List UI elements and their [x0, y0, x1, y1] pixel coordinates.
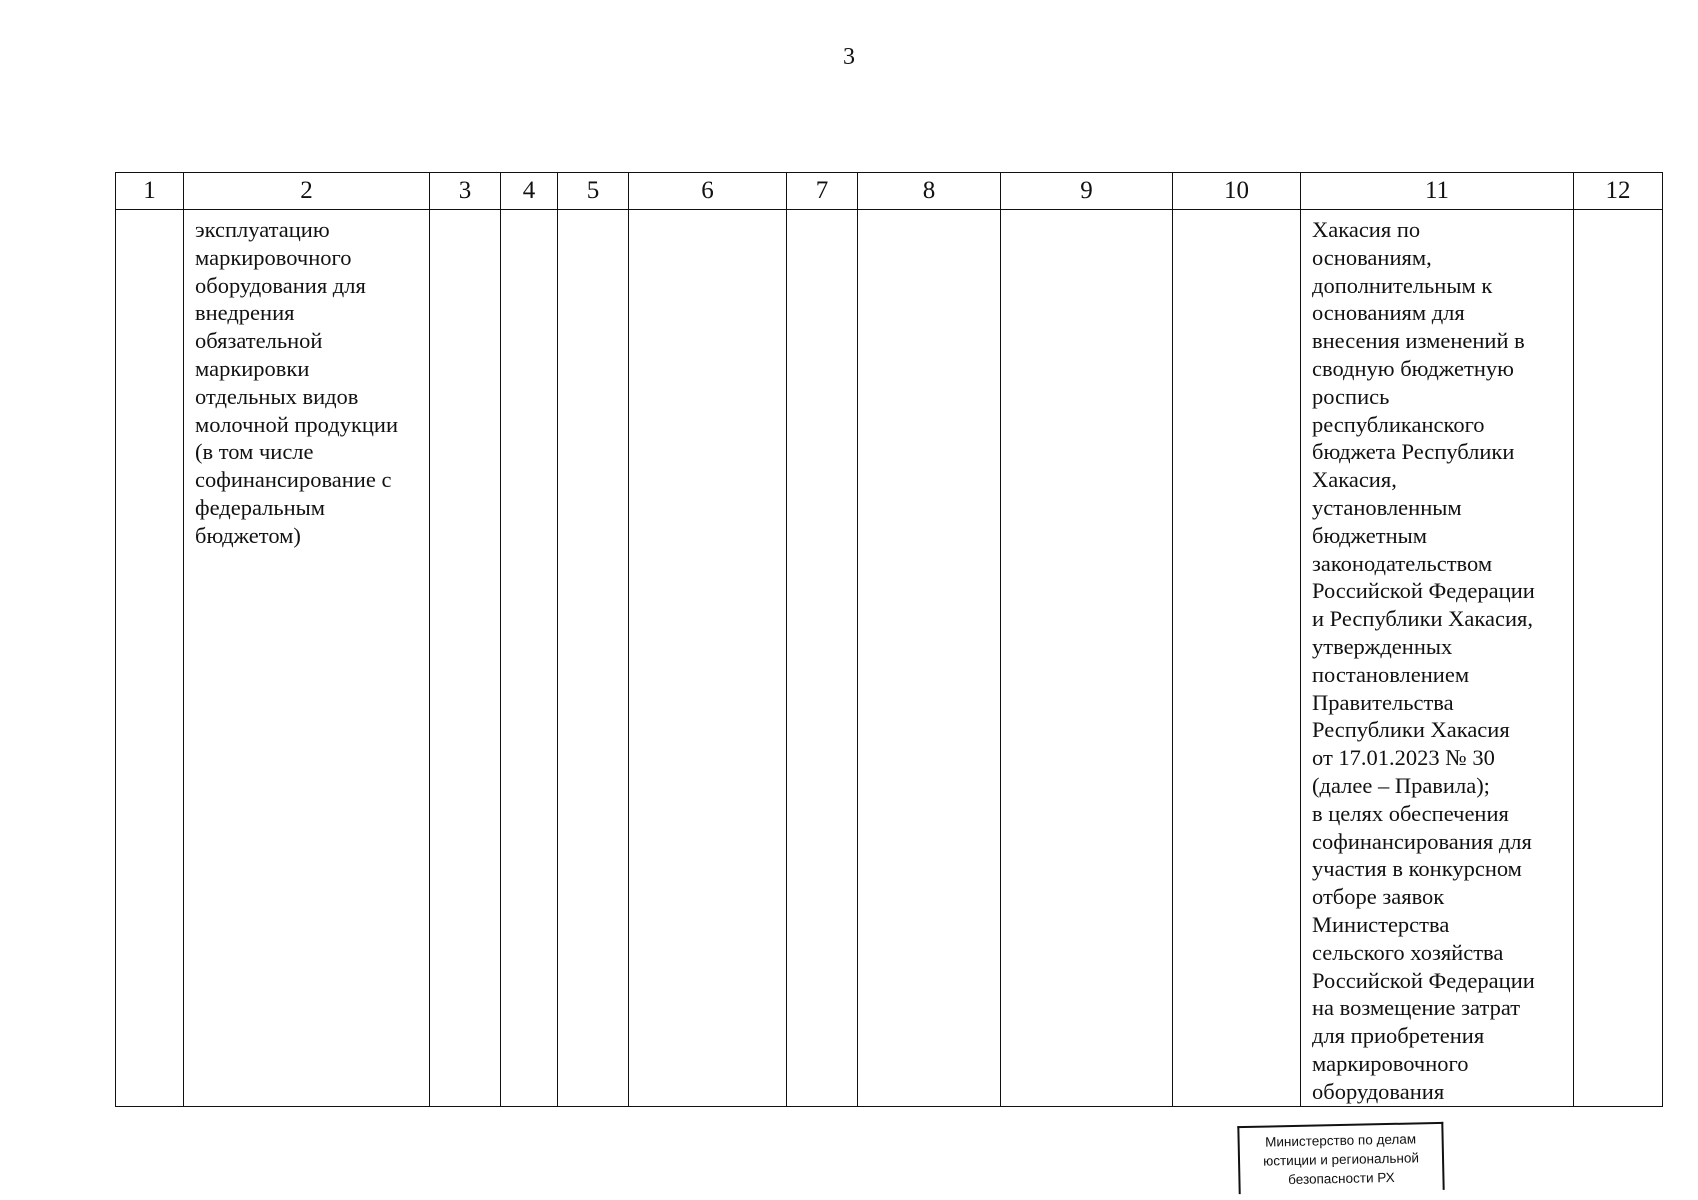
cell-col-2	[184, 210, 430, 1107]
page-number: 3	[843, 44, 855, 70]
cell-text-line: дополнительным к	[1312, 272, 1493, 298]
cell-text-line: республиканского	[1312, 411, 1485, 437]
cell-text-line: роспись	[1312, 383, 1390, 409]
cell-text-line: бюджета Республики	[1312, 439, 1515, 465]
cell-text-line: Российской Федерации	[1312, 578, 1535, 604]
column-header-1: 1	[116, 173, 184, 210]
cell-text-line: Российской Федерации	[1312, 967, 1535, 993]
cell-text-line: маркировки	[195, 355, 310, 381]
cell-text-line: внедрения	[195, 300, 295, 326]
cell-col-8	[858, 210, 1001, 1107]
column-header-3: 3	[430, 173, 501, 210]
ministry-stamp	[1237, 1122, 1444, 1194]
column-header-6: 6	[629, 173, 787, 210]
cell-text-line: утвержденных	[1312, 633, 1453, 659]
cell-text-line: софинансирование с	[195, 467, 392, 493]
column-header-9: 9	[1001, 173, 1173, 210]
cell-col-9	[1001, 210, 1173, 1107]
cell-text-line: отборе заявок	[1312, 884, 1445, 910]
cell-text-line: оборудования	[1312, 1078, 1445, 1104]
cell-text-line: и Республики Хакасия,	[1312, 606, 1533, 632]
cell-text-line: (в том числе	[195, 439, 314, 465]
cell-text-line: внесения изменений в	[1312, 328, 1525, 354]
column-header-2: 2	[184, 173, 430, 210]
cell-text-line: Республики Хакасия	[1312, 717, 1510, 743]
cell-text-line: оборудования для	[195, 272, 366, 298]
cell-col-5	[558, 210, 629, 1107]
cell-text-line: в целях обеспечения	[1312, 800, 1509, 826]
cell-text-line: маркировочного	[1312, 1050, 1469, 1076]
cell-col-1	[116, 210, 184, 1107]
stamp-line: юстиции и региональной	[1262, 1150, 1420, 1169]
cell-text-line: законодательством	[1312, 550, 1493, 576]
cell-text-line: маркировочного	[195, 244, 352, 270]
table-row	[116, 210, 1663, 1107]
column-header-4: 4	[501, 173, 558, 210]
column-header-10: 10	[1173, 173, 1301, 210]
column-header-12: 12	[1574, 173, 1663, 210]
cell-text-line: на возмещение затрат	[1312, 995, 1521, 1021]
cell-text-line: отдельных видов	[195, 383, 359, 409]
cell-text-line: бюджетом)	[195, 522, 301, 548]
cell-text-line: участия в конкурсном	[1312, 856, 1522, 882]
cell-text-line: (далее – Правила);	[1312, 772, 1490, 798]
cell-text-line: федеральным	[195, 494, 326, 520]
cell-col-11	[1301, 210, 1574, 1107]
cell-text-line: эксплуатацию	[195, 217, 330, 242]
column2-text	[184, 210, 429, 550]
cell-text-line: Министерства	[1312, 911, 1450, 937]
cell-col-4	[501, 210, 558, 1107]
cell-text-line: сводную бюджетную	[1312, 355, 1514, 381]
cell-col-12	[1574, 210, 1663, 1107]
cell-text-line: Правительства	[1312, 689, 1454, 715]
table-header-row	[116, 173, 1663, 210]
cell-text-line: обязательной	[195, 328, 323, 354]
cell-col-10	[1173, 210, 1301, 1107]
document-table	[115, 172, 1663, 1107]
column-header-5: 5	[558, 173, 629, 210]
column-header-8: 8	[858, 173, 1001, 210]
cell-col-6	[629, 210, 787, 1107]
cell-text-line: основаниям,	[1312, 244, 1432, 270]
column-header-11: 11	[1301, 173, 1574, 210]
cell-col-3	[430, 210, 501, 1107]
cell-text-line: бюджетным	[1312, 522, 1428, 548]
column-header-7: 7	[787, 173, 858, 210]
stamp-line: безопасности РХ	[1288, 1169, 1395, 1188]
cell-text-line: молочной продукции	[195, 411, 399, 437]
column11-text	[1301, 210, 1573, 1106]
cell-col-7	[787, 210, 858, 1107]
cell-text-line: постановлением	[1312, 661, 1470, 687]
cell-text-line: установленным	[1312, 494, 1462, 520]
cell-text-line: сельского хозяйства	[1312, 939, 1504, 965]
cell-text-line: основаниям для	[1312, 300, 1465, 326]
cell-text-line: Хакасия по	[1312, 217, 1421, 242]
cell-text-line: для приобретения	[1312, 1023, 1485, 1049]
cell-text-line: от 17.01.2023 № 30	[1312, 745, 1495, 771]
stamp-line: Министерство по делам	[1265, 1131, 1417, 1150]
cell-text-line: Хакасия,	[1312, 467, 1397, 493]
cell-text-line: софинансирования для	[1312, 828, 1532, 854]
